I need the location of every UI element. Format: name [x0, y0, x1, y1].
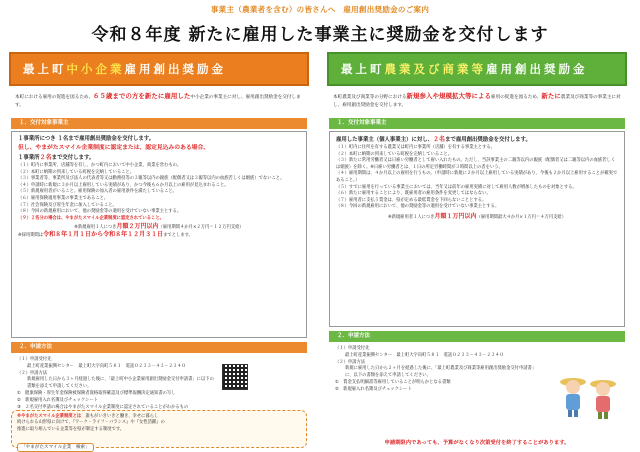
list-item: （５）すでに雇用を行っている事業主においては、当年又は前年の雇用実績に対して雇用人数が増加したものを対象とする。: [336, 184, 577, 190]
smile-company-search-tag[interactable]: 「やまがたスマイル企業 検索」: [17, 443, 94, 452]
left-box-smile-note: 但し、やまがたスマイル企業制度に認定または、認定見込みのある場合、: [18, 145, 210, 151]
list-item: （８）今回の新規雇用において、他の奨励金等の適用を受けていない事業主とする。: [18, 209, 182, 215]
right-eligibility-box: [329, 131, 625, 327]
list-item: （７）社会保険及び厚生年金に加入していること。: [18, 202, 117, 208]
list-item: （２）申請方法: [17, 370, 48, 376]
right-header-town: 最上町: [341, 62, 385, 76]
right-lead: 本町農業及び商業等の分野における新規参入や規模拡大等による雇用の促進を図るため、新たに農業及び商業等の事業主に対し、雇用創出奨励金を交付します。: [333, 92, 621, 108]
list-item: （６）雇用保険適用事業の事業主であること。: [18, 195, 109, 201]
left-amount: ※新規雇用１人につき月額２万円以内（雇用期間４か月×２万円＝１２万円支給）: [74, 223, 244, 231]
list-item: （７）雇用者に支払う賃金は、県が定める最低賃金を下回らないこととする。: [336, 197, 487, 203]
list-item: 新規に雇用した日から２ヶ月を経過した後に、「最上町農業及び商業等雇用創出奨励金交付申請書」: [335, 366, 537, 372]
list-item: ③ ２名交付申請の場合はやまがたスマイル企業制度に認定されていることがわかるもの: [17, 404, 189, 410]
list-item: （３）事業者等、事業所及び法人の代表者等又は勤務役等の３親等以内の親族（配偶者又は３親等以内の血族若しくは姻族）でないこと。: [18, 176, 285, 182]
right-header-category: 農業及び商業等: [384, 62, 486, 76]
left-period: ※採用期間は令和８年１月１日から令和８年１２月３１日までとします。: [18, 230, 193, 238]
left-box-line-3: １事業所２名まで交付します。: [18, 154, 95, 161]
list-item: （１）申請受付先: [17, 357, 52, 362]
list-item: （１）町内に事業所、店舗等を有し、かつ町内において中小企業、商業を営むもの。: [18, 163, 182, 168]
list-item: ② 新規雇用入れ名簿及びチェックシート: [17, 397, 99, 403]
left-section-2-heading: ２．申請方法: [11, 342, 307, 353]
right-section-2-heading: ２．申請方法: [329, 331, 625, 342]
left-header: [9, 52, 309, 86]
left-eligibility-list: [18, 163, 300, 222]
list-item: 最上町産業振興センター 最上町大字向町５８１ 電話０２３３－４３－２３４０: [335, 352, 504, 358]
list-item: （２）申請方法: [335, 359, 366, 365]
farmer-mascot-icon: [559, 374, 587, 418]
farmer-mascot-icon: [589, 376, 617, 420]
list-item: （５）新規雇用者がいること。雇用保険の加入者の雇用条件を満たしていること。: [18, 189, 177, 195]
list-item: に、以下の書類を添えて申請してください。: [335, 373, 431, 379]
list-item: （４）申請時に新規に３か月以上雇用している実績があり、かつ今後も６か月以上の雇用が見込まれること。: [18, 182, 229, 188]
right-header-grant: 雇用創出奨励金: [486, 62, 588, 76]
top-banner: 事業主（農業者を含む）の皆さんへ 雇用創出奨励金のご案内: [210, 5, 430, 14]
list-item: （８）今回の新規雇用において、他の奨励金等の適用を受けていない事業主とする。: [336, 204, 500, 210]
right-header: [327, 52, 627, 86]
right-amount: ※新規雇用者１人につき月額１万円以内（雇用期間最大４か月×１万円＝４万円支給）: [387, 212, 567, 220]
list-item: 最上町産業振興センター 最上町大字向町５８１ 電話０２３３－４３－２３４０: [17, 363, 186, 369]
list-item: ① 健康保険・厚生年金保険被保険者資格取得確認及び標準報酬決定通知書の写し: [17, 390, 176, 396]
list-item: ① 賃金支払明細書等雇用していることが明らかとなる書類: [335, 379, 451, 385]
budget-deadline-note: 申請期限内であっても、予算がなくなり次第受付を終了することがあります。: [384, 440, 570, 446]
left-application-steps: [11, 354, 307, 414]
list-item: （２）本町に納期の到来している町税を完納していること。: [18, 169, 135, 175]
page-title: 令和８年度 新たに雇用した事業主に奨励金を交付します: [91, 25, 549, 45]
list-item: （６）新たに雇用することにより、既雇用者の雇用条件を変更してはならない。: [336, 191, 491, 197]
left-header-town: 最上町: [23, 62, 67, 76]
list-item: （３）新たに常用労働者又は日雇い労働者として雇い入れたもの。ただし、当該事業主の二親等以内の親族（配偶者又は二親等以内の血族若しくは姻族）を除く。※日雇い労働者とは、１日の所定労働時間が３時間以上の者をいう。: [336, 158, 616, 170]
left-lead-highlight: ６５歳までの方を新たに雇用した: [92, 92, 191, 100]
left-lead: 本町における雇用の促進を図るため、６５歳までの方を新たに雇用した中小企業の事業主に対し、雇用創出奨励金を交付します。: [15, 92, 301, 108]
list-item: （４）雇用期間は、４か月以上の雇用を行うもの。（申請時に新規に２か月以上雇用している実績があり、今後も２か月以上雇用することが確実であること。）: [336, 171, 618, 183]
right-column-agri-commerce: [327, 52, 627, 448]
left-header-category: 中小企業: [66, 62, 125, 76]
list-item: ② 新規雇入れ名簿及びチェックシート: [335, 386, 412, 392]
smile-company-promo: ※やまがたスマイル企業制度とは 誰もがいきいきと働き、幸せに暮らし 続けられる山形県に向けて、『ワーク・ライフ・バランス』や『女性活躍』の 推進に取り組んでいる企業等を県が制定する制度です。 「やまがたスマイル企業 検索」: [11, 410, 307, 448]
left-box-line-1: １事業所につき １名まで雇用創出奨励金を交付します。: [18, 136, 155, 142]
left-column-small-business: [9, 52, 309, 448]
list-item: 書類を添えて申請してください。: [17, 384, 92, 390]
list-item: 新規雇用した日から３ヶ月経過した後に、「最上町中小企業雇用創出奨励金交付申請書」に以下の: [17, 377, 214, 383]
left-header-grant: 雇用創出奨励金: [124, 62, 226, 76]
list-item: （２）本町に納期の到来している町税を完納していること。: [336, 151, 453, 157]
left-eligibility-box: [11, 131, 307, 338]
left-section-1-heading: １．交付対象事業主: [11, 118, 307, 129]
right-section-1-heading: １．交付対象事業主: [329, 118, 625, 129]
right-eligibility-list: [336, 145, 618, 211]
qr-code-icon[interactable]: [222, 364, 248, 390]
list-item: （１）町内に住所を有する農業又は町内に事業所（店舗）を有する事業主とする。: [336, 145, 495, 150]
right-box-line-1: 雇用した事業主（個人事業主）に対し、２名まで雇用創出奨励金を交付します。: [336, 136, 531, 143]
list-item: （１）申請受付先: [335, 346, 370, 351]
right-application-steps: [329, 343, 559, 397]
list-item: （９）２名分の場合は、やまがたスマイル企業制度に認定されていること。: [18, 215, 164, 221]
